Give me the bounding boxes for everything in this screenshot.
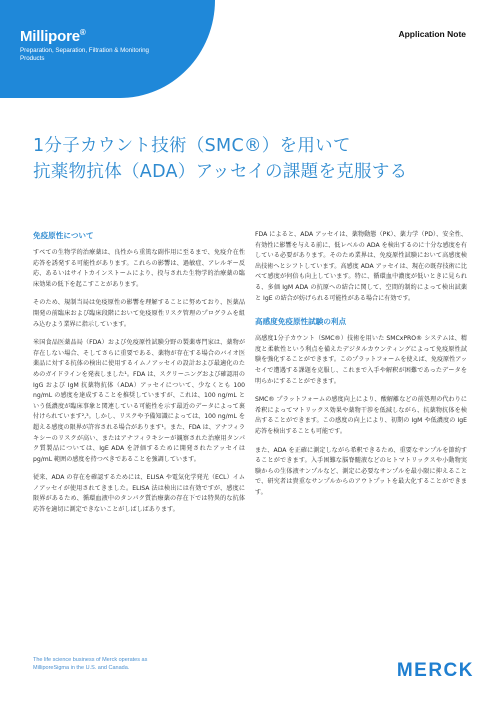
- paragraph: そのため、規制当局は免疫原性の影響を理解することに努めており、医薬品開発の前臨床および臨床段階において免疫原性リスク管理のプログラムを組み込むよう業界に指示しています。: [33, 299, 245, 328]
- paragraph: 従来、ADA の存在を確認するためには、ELISA や電気化学発光（ECL）イムノアッセイが使用されてきました。ELISA 法は検出には有効ですが、感度に限界があるため、循環血液中のタンパク質治療薬の存在下では特異的な抗体応答を適切に測定できないことがしばしばあります。: [33, 474, 245, 514]
- brand-name-text: Millipore: [20, 28, 80, 45]
- right-column: [255, 230, 467, 506]
- paragraph: 高感度1分子カウント（SMC®）技術を用いた SMCxPRO® システムは、精度と柔軟性という利点を備えたデジタルカウンティングによって免疫原性試験を強化することができます。このプラットフォームを使えば、免疫原性アッセイで遭遇する課題を克服し、これまで入手や解釈が困難であったデータを明らかにすることができます。: [255, 335, 467, 385]
- page-title-line-2: 抗薬物抗体（ADA）アッセイの課題を克服する: [33, 162, 408, 182]
- page-title-line-1: 1分子カウント技術（SMC®）を用いて: [33, 136, 351, 156]
- section-heading-immunogenicity: 免疫原性について: [33, 231, 94, 240]
- paragraph: また、ADA を正確に測定しながら希釈できるため、重要なサンプルを節約することができます。入手困難な脳脊髄液などのヒトマトリックスや小動物実験からの生体液サンプルなど、測定に必要なサンプルを最小限に抑えることで、研究者は貴重なサンプルからのアウトプットを最大化することができます。: [255, 446, 467, 496]
- brand-tagline: Preparation, Separation, Filtration & Monitoring Products: [20, 47, 149, 62]
- document-type-label: Application Note: [398, 29, 466, 39]
- brand-registered-mark: ®: [79, 28, 86, 37]
- page-title: [33, 133, 473, 185]
- merck-logo: MERCK: [396, 660, 474, 681]
- section-heading-benefits: 高感度免疫原性試験の利点: [255, 317, 347, 327]
- footer-note: The life science business of Merck operates as MilliporeSigma in the U.S. and Canada.: [33, 657, 148, 671]
- paragraph: FDA によると、ADA アッセイは、薬物動態（PK）、薬力学（PD）、安全性、有効性に影響を与える前に、低レベルの ADA を検出するのに十分な感度を有している必要があります。そのため業界は、免疫原性試験において高感度検出技術へとシフトしています。高感度 ADA アッセイは、現在の既存技術に比べて感度が何倍も向上しています。特に、循環血中濃度が低いときに見られる、多価 IgM ADA の抗原への結合に関して、空間的制約によって検出試薬と IgE の結合が妨げられる可能性がある場合に有効です。: [255, 231, 467, 302]
- paragraph: すべての生物学的治療薬は、良性から重篤な副作用に至るまで、免疫介在性応答を誘発する可能性があります。これらの影響は、過敏症、アレルギー反応、あるいはサイトカインストームにより、投与された生物学的治療薬の臨床効果の低下を起こすことがあります。: [33, 249, 245, 288]
- left-column: [33, 230, 245, 524]
- brand-logo: [20, 28, 86, 45]
- paragraph: SMC® プラットフォームの感度向上により、酸解離などの前処理の代わりに希釈によってマトリックス効果や薬物干渉を低減しながら、抗薬物抗体を検出することができます。この感度の向上により、初期の IgM や低濃度の IgE 応答を検出することも可能です。: [255, 396, 467, 435]
- paragraph: 米国食品医薬品局（FDA）および免疫原性試験分野の製薬専門家は、薬物が存在しない場合、そしてさらに重要である、薬物が存在する場合のバイオ医薬品に対する抗体の検出に使用するイムノアッセイの設計および最適化のためのガイドラインを発表しました¹。FDA は、スクリーニングおよび確認用の IgG および IgM 抗薬物抗体（ADA）アッセイについて、少なくとも 100 ng/mL の感度を達成することを推奨していますが、これは、100 ng/mL という低濃度が臨床事象と関連している可能性を示す最近のデータによって裏付けられています²,³。しかし、リスクや予備知識によっては、100 ng/mL を超える感度の限界が許容される場合があります¹。また、FDA は、アナフィラキシーのリスクが高い、またはアナフィラキシーが観察された治療用タンパク質製品については、IgE ADA を評価するために開発されたアッセイは pg/mL 範囲の感度を持つべきであることを強調しています。: [33, 339, 245, 463]
